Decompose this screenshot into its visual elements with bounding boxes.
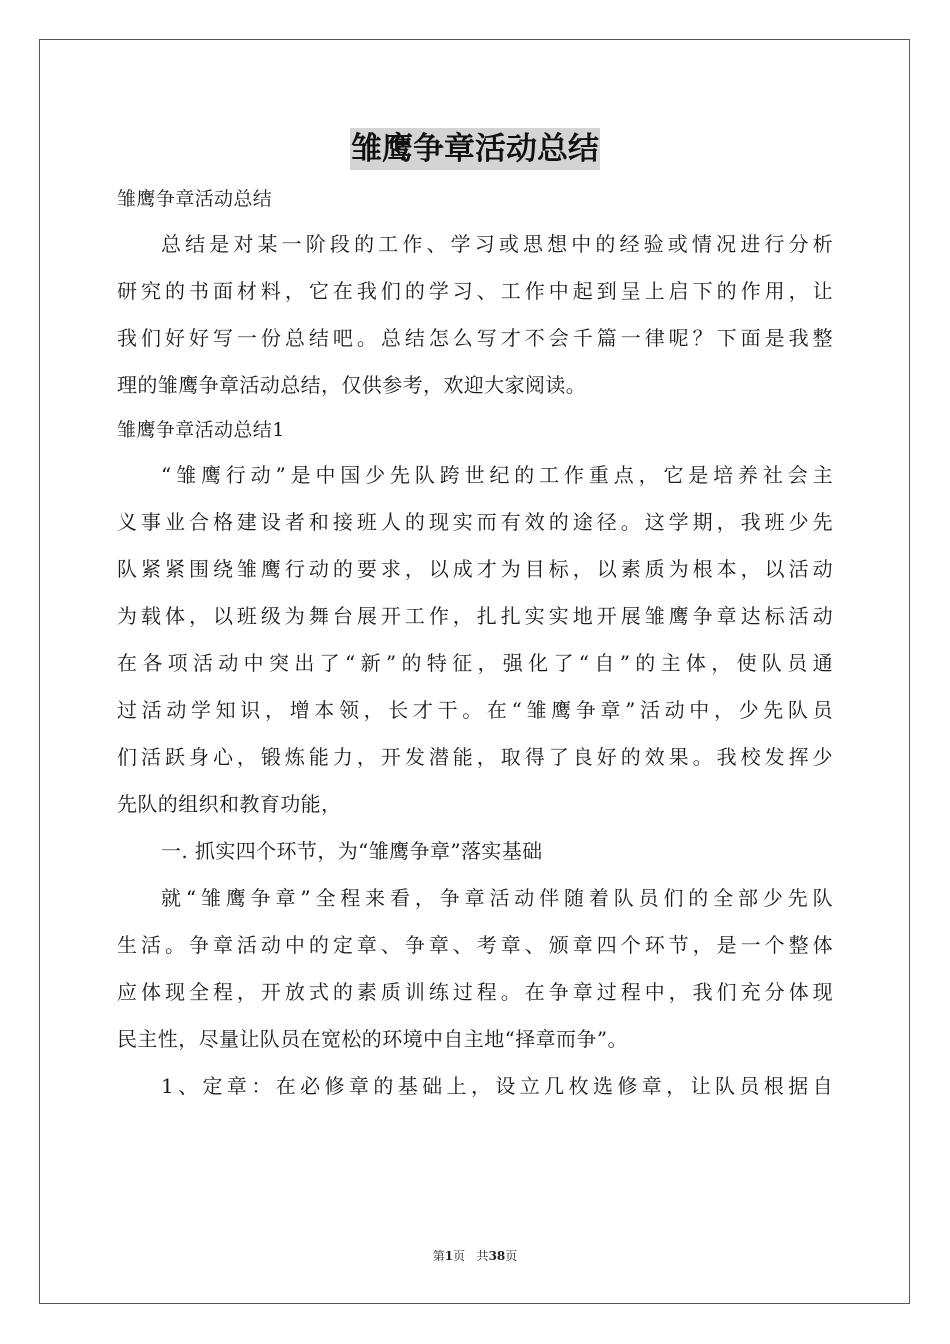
intro-line: 总结是对某一阶段的工作、学习或思想中的经验或情况进行分析 xyxy=(161,232,833,256)
intro-line: 研究的书面材料，它在我们的学习、工作中起到呈上启下的作用，让 xyxy=(117,279,833,303)
paragraph-line: 先队的组织和教育功能， xyxy=(117,792,342,816)
paragraph-line: 生活。争章活动中的定章、争章、考章、颁章四个环节，是一个整体 xyxy=(117,933,833,957)
footer-total-prefix: 共 xyxy=(476,1249,489,1263)
paragraph-line: 义事业合格建设者和接班人的现实而有效的途径。这学期，我班少先 xyxy=(117,510,833,534)
footer-total-suffix: 页 xyxy=(505,1249,518,1263)
footer-page-suffix: 页 xyxy=(453,1249,466,1263)
paragraph-line: 1、定章：在必修章的基础上，设立几枚选修章，让队员根据自 xyxy=(161,1074,833,1098)
paragraph-line: 应体现全程，开放式的素质训练过程。在争章过程中，我们充分体现 xyxy=(117,980,833,1004)
footer-prefix: 第 xyxy=(432,1249,445,1263)
title-container xyxy=(0,128,950,170)
document-subtitle: 雏鹰争章活动总结 xyxy=(117,188,273,210)
document-title: 雏鹰争章活动总结 xyxy=(350,128,600,170)
document-body xyxy=(117,178,833,1110)
section-heading: 雏鹰争章活动总结1 xyxy=(117,419,285,441)
point-heading: 一. 抓实四个环节，为“雏鹰争章”落实基础 xyxy=(161,839,543,863)
footer-total-pages: 38 xyxy=(488,1249,506,1263)
footer-page-number: 1 xyxy=(444,1249,454,1263)
paragraph-line: “雏鹰行动”是中国少先队跨世纪的工作重点，它是培养社会主 xyxy=(161,463,833,487)
paragraph-line: 为载体，以班级为舞台展开工作，扎扎实实地开展雏鹰争章达标活动 xyxy=(117,604,833,628)
paragraph-line: 队紧紧围绕雏鹰行动的要求，以成才为目标，以素质为根本，以活动 xyxy=(117,557,833,581)
paragraph-line: 们活跃身心，锻炼能力，开发潜能，取得了良好的效果。我校发挥少 xyxy=(117,745,833,769)
paragraph-line: 过活动学知识，增本领，长才干。在“雏鹰争章”活动中，少先队员 xyxy=(117,698,833,722)
intro-line: 我们好好写一份总结吧。总结怎么写才不会千篇一律呢？下面是我整 xyxy=(117,326,833,350)
paragraph-line: 民主性，尽量让队员在宽松的环境中自主地“择章而争”。 xyxy=(117,1027,628,1051)
intro-line: 理的雏鹰争章活动总结，仅供参考，欢迎大家阅读。 xyxy=(117,373,587,397)
paragraph-line: 就“雏鹰争章”全程来看，争章活动伴随着队员们的全部少先队 xyxy=(161,886,833,910)
paragraph-line: 在各项活动中突出了“新”的特征，强化了“自”的主体，使队员通 xyxy=(117,651,833,675)
page-footer xyxy=(0,1248,950,1264)
